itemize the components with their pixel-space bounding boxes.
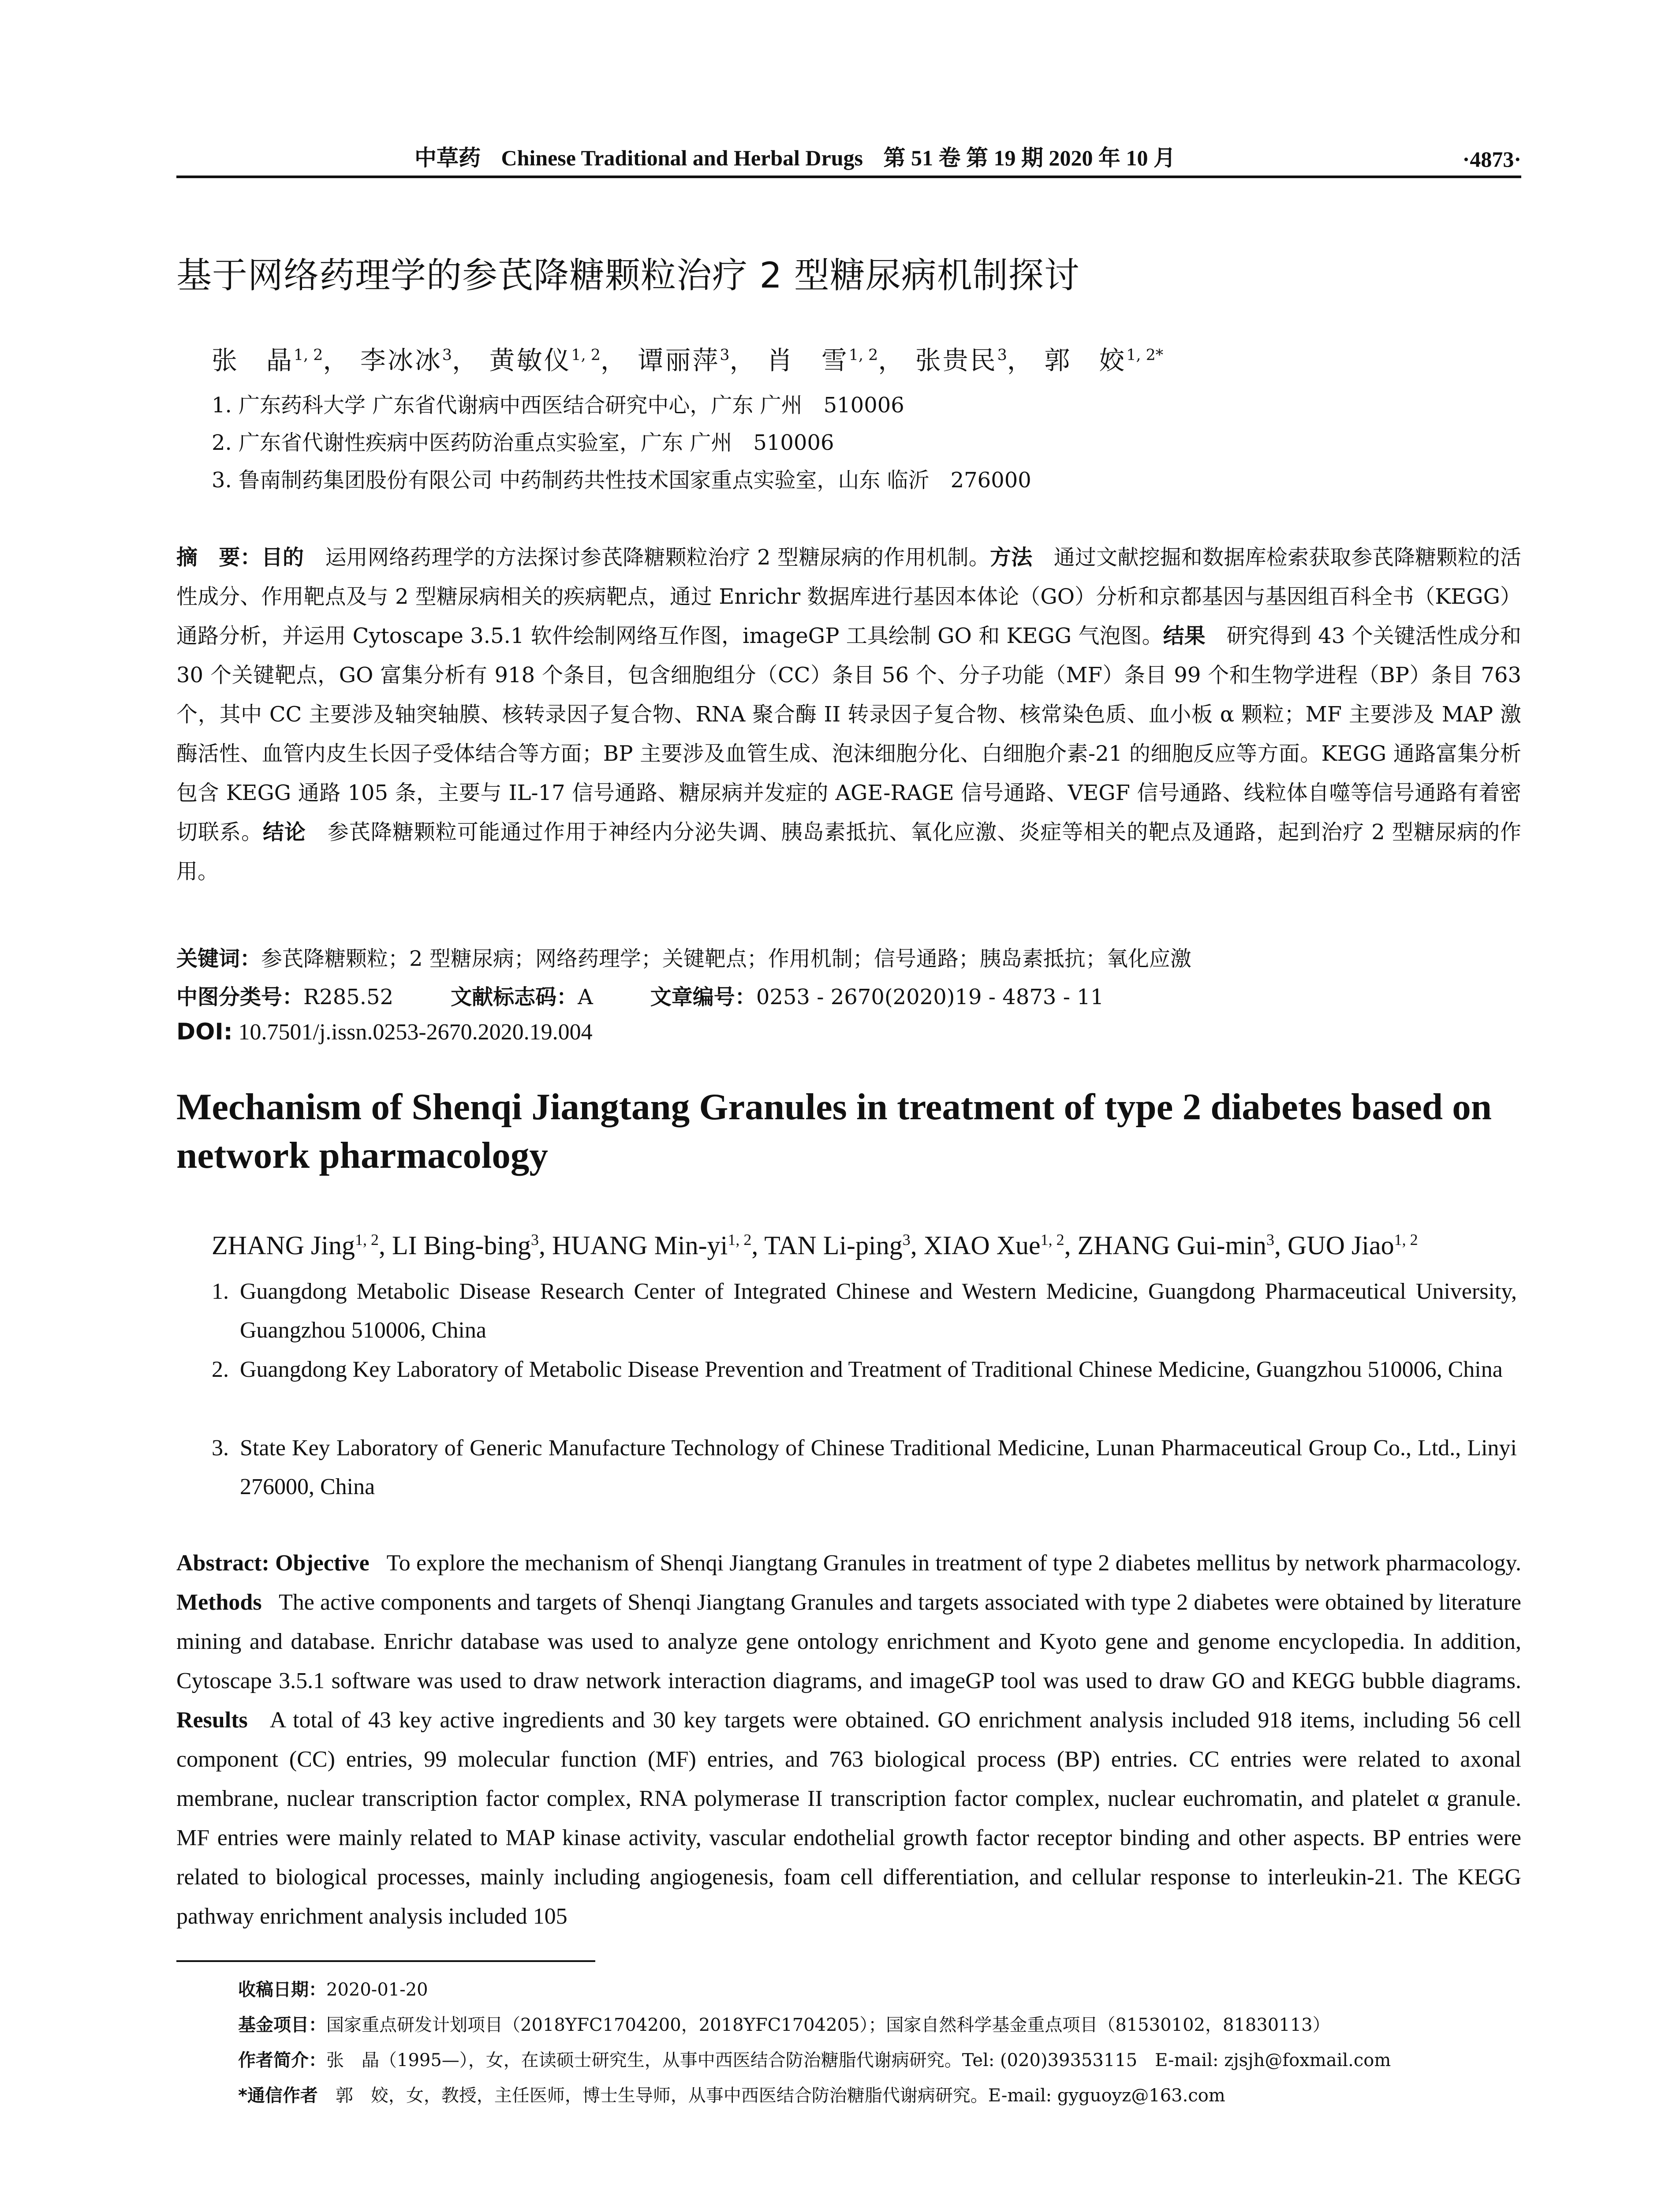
cn-conclusion-text: 参芪降糖颗粒可能通过作用于神经内分泌失调、胰岛素抵抗、氧化应激、炎症等相关的靶点及通路，起到治疗 2 型糖尿病的作用。 [176, 820, 1521, 884]
en-author: LI Bing-bing$^3$ [392, 1231, 539, 1260]
cn-author: 李冰冰$^3$ [360, 345, 452, 375]
article-no: 0253 - 2670(2020)19 - 4873 - 11 [756, 985, 1104, 1009]
journal-name-en: Chinese Traditional and Herbal Drugs [501, 146, 863, 170]
classification-label: 中图分类号： [176, 985, 304, 1009]
header-rule [176, 176, 1521, 178]
cn-author: 黄敏仪$^{1, 2}$ [489, 345, 601, 375]
running-header-left [176, 140, 1191, 172]
cn-author-list: 张 晶$^{1, 2}$， 李冰冰$^3$， 黄敏仪$^{1, 2}$， 谭丽萍$^3$， 肖 雪$^{1, 2}$， 张贵民$^3$， 郭 姣$^{1, 2*}$ [212, 345, 1164, 375]
journal-issue: 第 51 卷 第 19 期 2020 年 10 月 [883, 146, 1176, 170]
en-author-list: ZHANG Jing$^{1, 2}$, LI Bing-bing$^3$, HUANG Min-yi$^{1, 2}$, TAN Li-ping$^3$, XIAO Xue$^{1, 2}$, ZHANG Gui-$\min^3$, GUO Jiao$^{1, 2}$ [212, 1231, 1418, 1260]
en-objective-text: To explore the mechanism of Shenqi Jiangtang Granules in treatment of type 2 diabetes mellitus by network pharmacology. [386, 1551, 1522, 1576]
doi-value: 10.7501/j.issn.0253-2670.2020.19.004 [238, 1020, 593, 1045]
journal-name-cn: 中草药 [414, 146, 481, 170]
cn-methods-label: 方法 [990, 545, 1033, 570]
doc-code-label: 文献标志码： [451, 985, 578, 1009]
cn-affiliation: 2. 广东省代谢性疾病中医药防治重点实验室，广东 广州 510006 [212, 430, 834, 455]
en-author: ZHANG Jing$^{1, 2}$ [212, 1231, 379, 1260]
en-author: GUO Jiao$^{1, 2}$ [1287, 1231, 1418, 1260]
footnote-rule [176, 1960, 595, 1962]
en-title: Mechanism of Shenqi Jiangtang Granules in treatment of type 2 diabetes based on network pharmacology [176, 1086, 1492, 1176]
cn-abstract [176, 538, 1521, 891]
running-header [176, 140, 1521, 172]
footnote-received: 收稿日期：2020-01-20 [238, 1980, 428, 2000]
cn-author: 肖 雪$^{1, 2}$ [766, 345, 878, 375]
cn-author: 谭丽萍$^3$ [638, 345, 730, 375]
en-objective-label: Objective [275, 1551, 370, 1576]
en-methods-text: The active components and targets of Shenqi Jiangtang Granules and targets associated with type 2 diabetes were obtained by literature mining and database. Enrichr database was used to analyze gene ontology enrichment and Kyoto gene and genome encyclopedia. In addition, Cytoscape 3.5.1 software was used to draw network interaction diagrams, and imageGP tool was used to draw GO and KEGG bubble diagrams. [176, 1590, 1522, 1693]
cn-conclusion-label: 结论 [262, 820, 306, 845]
en-affiliation: 3. State Key Laboratory of Generic Manufacture Technology of Chinese Traditional Medicine, Lunan Pharmaceutical Group Co., Ltd., Linyi 276000, China [212, 1435, 1517, 1499]
cn-keywords-text: 参芪降糖颗粒；2 型糖尿病；网络药理学；关键靶点；作用机制；信号通路；胰岛素抵抗；氧化应激 [261, 946, 1191, 971]
en-affiliation: 2. Guangdong Key Laboratory of Metabolic Disease Prevention and Treatment of Traditional Chinese Medicine, Guangzhou 510006, China [212, 1357, 1503, 1382]
cn-author: 张贵民$^3$ [915, 345, 1007, 375]
cn-keywords [176, 942, 1521, 972]
cn-methods-text: 通过文献挖掘和数据库检索获取参芪降糖颗粒的活性成分、作用靶点及与 2 型糖尿病相关的疾病靶点，通过 Enrichr 数据库进行基因本体论（GO）分析和京都基因与基因组百科全书（KEGG）通路分析，并运用 Cytoscape 3.5.1 软件绘制网络互作图，imageGP 工具绘制 GO 和 KEGG 气泡图。 [176, 545, 1521, 648]
en-author: HUANG Min-yi$^{1, 2}$ [552, 1231, 752, 1260]
cn-classification-line [176, 980, 1521, 1010]
en-author: TAN Li-ping$^3$ [764, 1231, 911, 1260]
footnote-funding: 基金项目：国家重点研发计划项目（2018YFC1704200，2018YFC1704205）；国家自然科学基金重点项目（81530102，81830113） [238, 2015, 1330, 2035]
cn-affiliation: 3. 鲁南制药集团股份有限公司 中药制药共性技术国家重点实验室，山东 临沂 276000 [212, 468, 1031, 493]
cn-title: 基于网络药理学的参芪降糖颗粒治疗 2 型糖尿病机制探讨 [176, 255, 1080, 296]
en-abstract-label: Abstract: [176, 1551, 269, 1576]
en-results-label: Results [176, 1708, 248, 1733]
cn-keywords-label: 关键词： [176, 946, 261, 971]
en-abstract [176, 1544, 1521, 1936]
cn-author: 张 晶$^{1, 2}$ [212, 345, 323, 375]
en-methods-label: Methods [176, 1590, 262, 1615]
cn-results-text: 研究得到 43 个关键活性成分和 30 个关键靶点，GO 富集分析有 918 个条目，包含细胞组分（CC）条目 56 个、分子功能（MF）条目 99 个和生物学进程（BP）条目 763 个，其中 CC 主要涉及轴突轴膜、核转录因子复合物、RNA 聚合酶 II 转录因子复合物、核常染色质、血小板 α 颗粒；MF 主要涉及 MAP 激酶活性、血管内皮生长因子受体结合等方面；BP 主要涉及血管生成、泡沫细胞分化、白细胞介素-21 的细胞反应等方面。KEGG 通路富集分析包含 KEGG 通路 105 条，主要与 IL-17 信号通路、糖尿病并发症的 AGE-RAGE 信号通路、VEGF 信号通路、线粒体自噬等信号通路有着密切联系。 [176, 624, 1521, 845]
cn-affiliation: 1. 广东药科大学 广东省代谢病中西医结合研究中心，广东 广州 510006 [212, 393, 904, 418]
footnote-corresponding: *通信作者 郭 姣，女，教授，主任医师，博士生导师，从事中西医结合防治糖脂代谢病研究。E-mail: gyguoyz@163.com [238, 2085, 1225, 2106]
cn-author: 郭 姣$^{1, 2*}$ [1044, 345, 1164, 375]
cn-results-label: 结果 [1163, 624, 1206, 648]
classification-code: R285.52 [303, 985, 394, 1009]
doc-code: A [578, 985, 593, 1009]
cn-abstract-label: 摘 要： [176, 545, 261, 570]
doi-line [176, 1019, 1521, 1045]
en-results-text: A total of 43 key active ingredients and 30 key targets were obtained. GO enrichment analysis included 918 items, including 56 cell component (CC) entries, 99 molecular function (MF) entries, and 763 biological process (BP) entries. CC entries were related to axonal membrane, nuclear transcription factor complex, RNA polymerase II transcription factor complex, nuclear euchromatin, and platelet α granule. MF entries were mainly related to MAP kinase activity, vascular endothelial growth factor receptor binding and other aspects. BP entries were related to biological processes, mainly including angiogenesis, foam cell differentiation, and cellular response to interleukin-21. The KEGG pathway enrichment analysis included 105 [176, 1708, 1521, 1929]
en-affiliation: 1. Guangdong Metabolic Disease Research Center of Integrated Chinese and Western Medicine, Guangdong Pharmaceutical University, Guangzhou 510006, China [212, 1279, 1517, 1343]
cn-objective-text: 运用网络药理学的方法探讨参芪降糖颗粒治疗 2 型糖尿病的作用机制。 [325, 545, 990, 570]
doi-label: DOI: [176, 1019, 233, 1045]
footnote-author-bio: 作者简介：张 晶（1995—），女，在读硕士研究生，从事中西医结合防治糖脂代谢病研究。Tel: (020)39353115 E-mail: zjsjh@foxmail.com [238, 2050, 1391, 2070]
page-number: ·4873· [1462, 147, 1521, 172]
cn-objective-label: 目的 [261, 545, 304, 570]
article-no-label: 文章编号： [650, 985, 756, 1009]
en-author: XIAO Xue$^{1, 2}$ [923, 1231, 1064, 1260]
en-author: ZHANG Gui-$\min^3$ [1077, 1231, 1274, 1260]
